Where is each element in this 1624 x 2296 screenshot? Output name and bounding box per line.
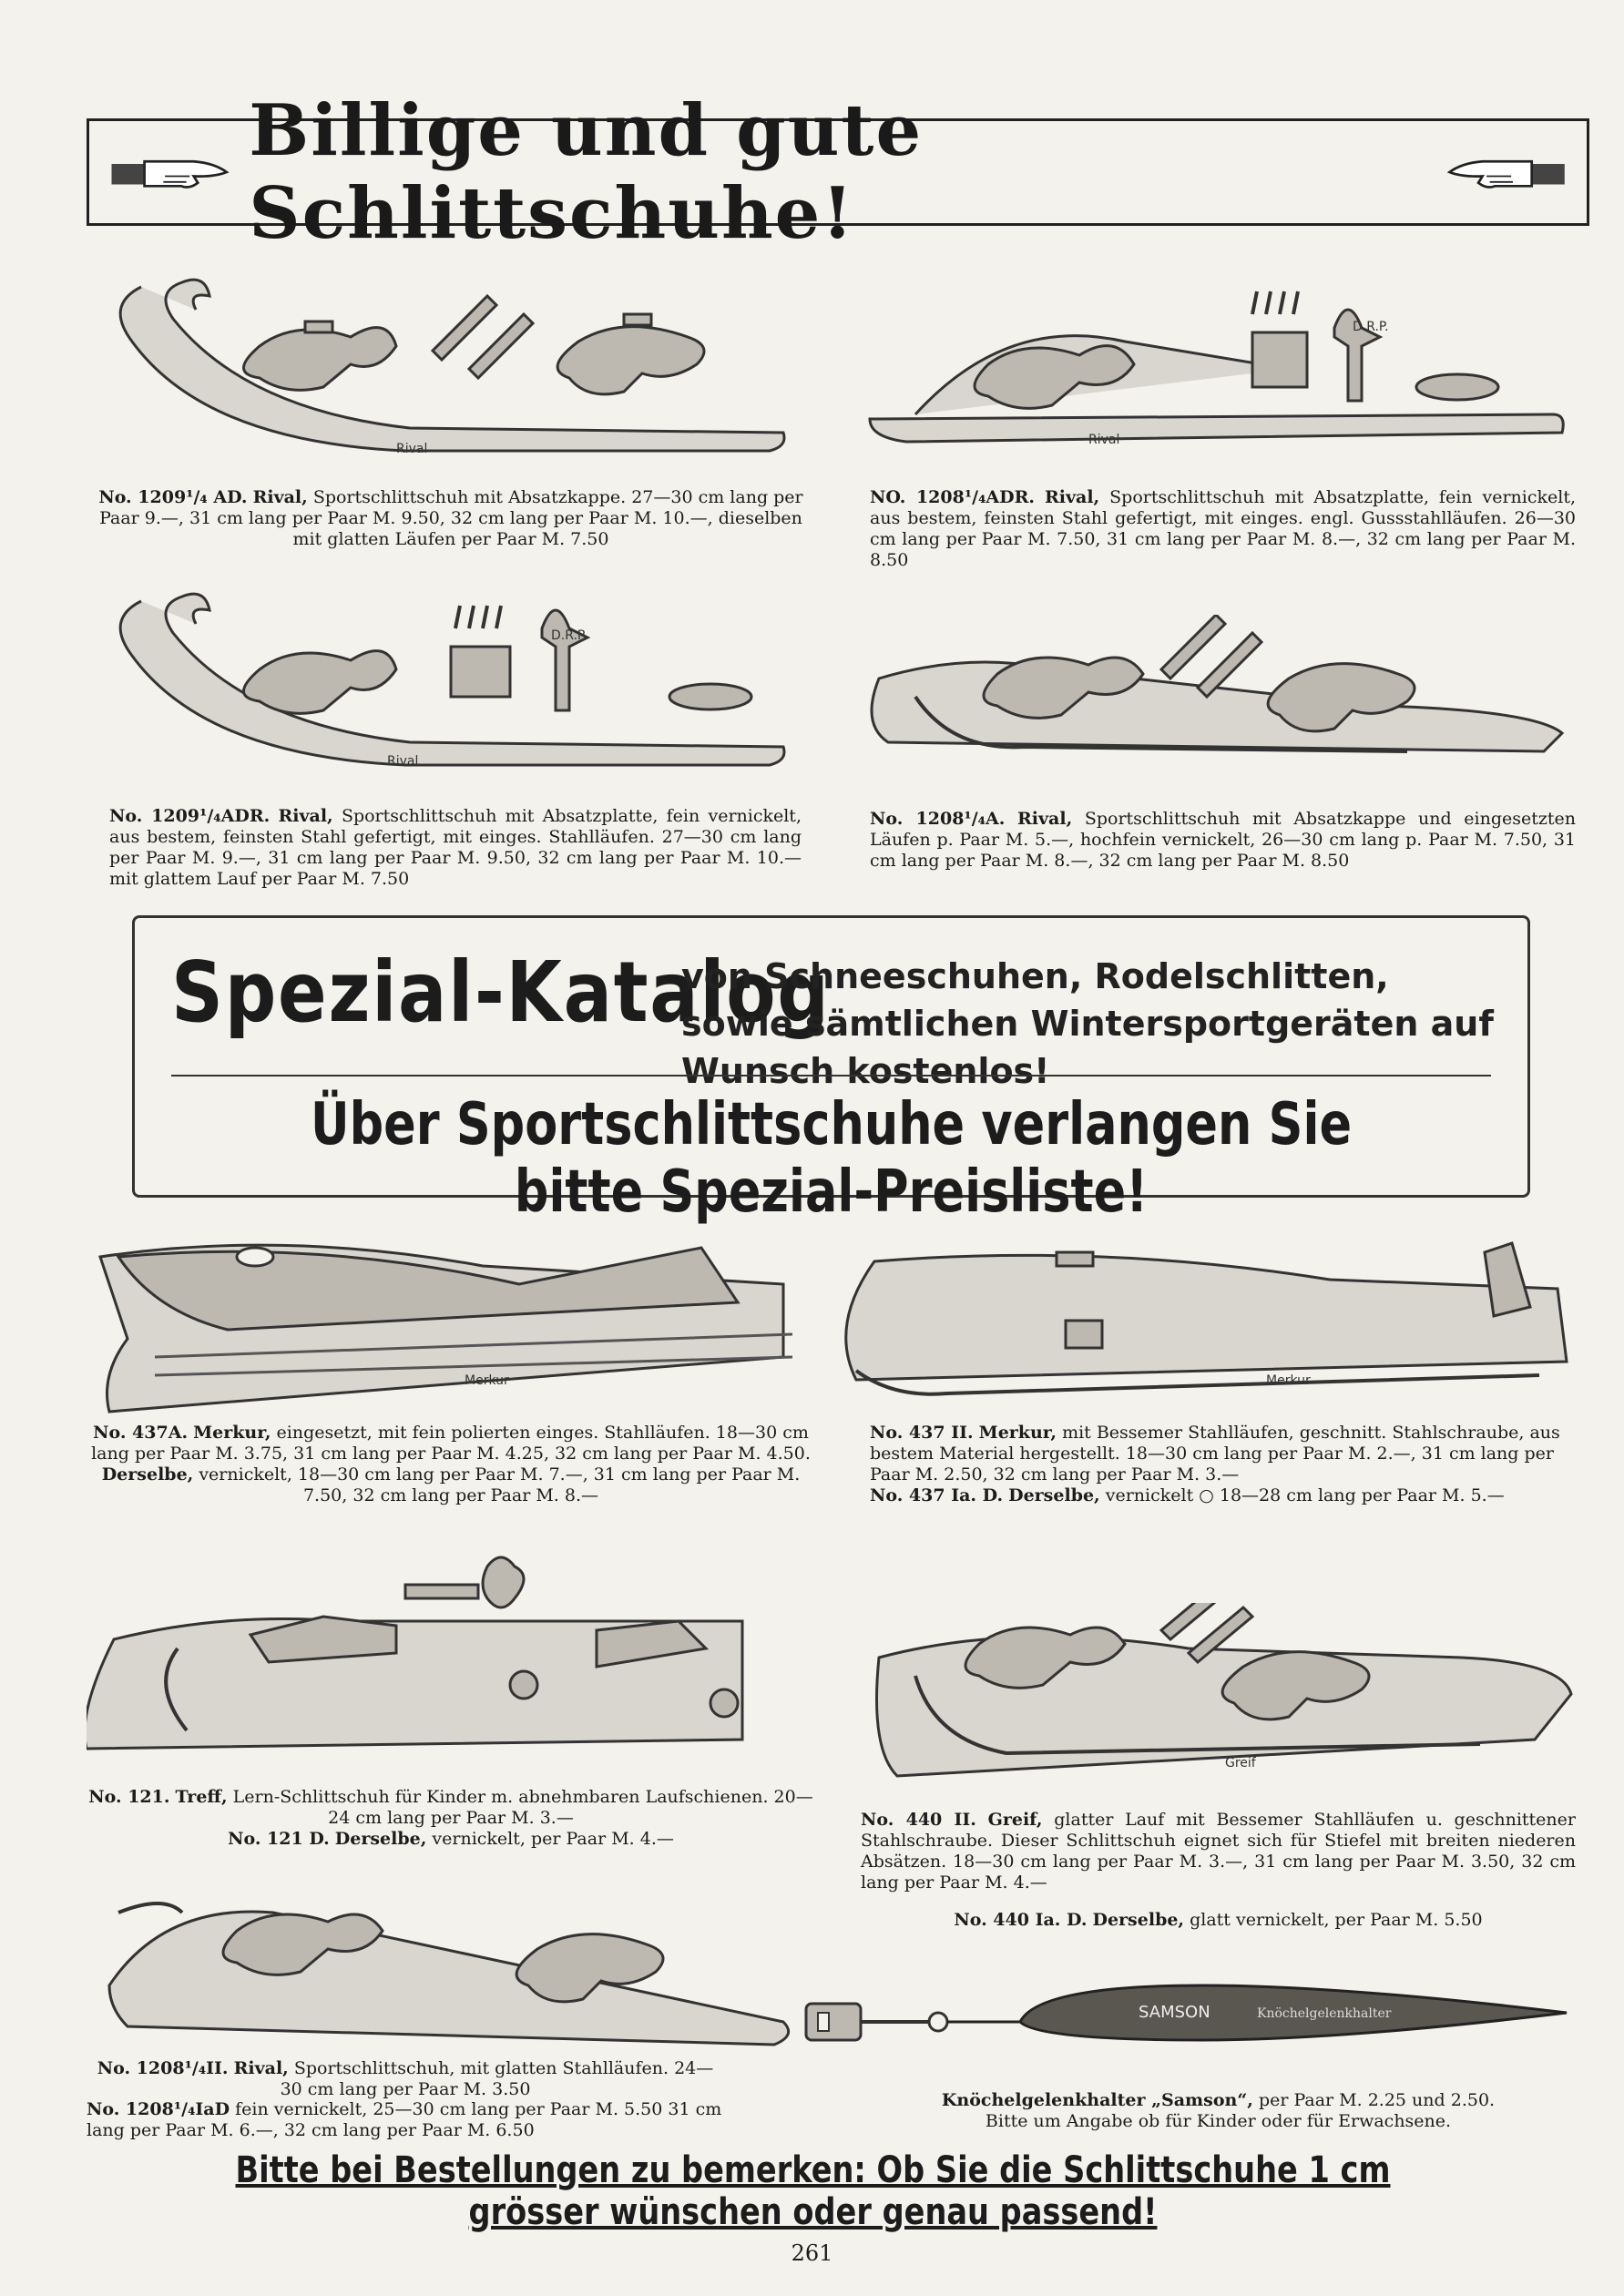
item-brand: Rival, (233, 2058, 289, 2078)
item-brand: Merkur, (193, 1423, 271, 1443)
item-sub-brand: Derselbe, (1092, 1910, 1185, 1930)
order-note: Bitte bei Bestellungen zu bemerken: Ob Sie die Schlittschuhe 1 cm grösser wünschen oder genau passend! (235, 2149, 1391, 2233)
item-sub-number: No. 440 Ia. D. (954, 1910, 1088, 1930)
item-sub-text: fein vernickelt, 25—30 cm lang per Paar M. 5.50 31 cm lang per Paar M. 6.—, 32 cm lang per Paar M. 6.50 (87, 2099, 722, 2140)
item-sub-text: glatt vernickelt, per Paar M. 5.50 (1190, 1910, 1483, 1930)
skate-illustration-1208-adr (861, 278, 1589, 460)
pointing-hand-left-icon (1445, 140, 1568, 204)
item-brand: Rival, (1017, 809, 1073, 829)
item-number: No. 1209¹/₄ADR. (109, 806, 271, 826)
item-text: Sportschlittschuh mit Absatzkappe und eingesetzten Läufen p. Paar M. 5.—, hochfein vernickelt, 26—30 cm lang p. Paar M. 7.50, 31 cm lang per Paar M. 8.—, 32 cm lang per Paar M. 8.50 (870, 809, 1576, 871)
drp-label: D.R.P. (1353, 320, 1389, 334)
item-text: Lern-Schlittschuh für Kinder m. abnehmbaren Laufschienen. 20—24 cm lang per Paar M. 3.— (232, 1787, 813, 1828)
item-number: No. 1208¹/₄II. (97, 2058, 229, 2078)
item-sub-text: vernickelt, per Paar M. 4.— (432, 1829, 674, 1849)
samson-ankle-support-illustration (802, 1981, 1603, 2077)
drp-label: D.R.P. (551, 628, 587, 643)
skate-illustration-1208-ii (82, 1876, 820, 2054)
item-sub-number: No. 121 D. (228, 1829, 330, 1849)
item-number: No. 1209¹/₄ AD. (98, 487, 248, 507)
item-number: No. 121. (88, 1787, 170, 1807)
item-text: glatter Lauf mit Bessemer Stahlläufen u. geschnittener Stahlschraube. Dieser Schlittschuh eignet sich für Stiefel mit breiten niederen Absätzen. 18—30 cm lang per Paar M. 3.—, 31 cm lang per Paar M. 3.50, 32 cm lang per Paar M. 4.— (861, 1810, 1576, 1893)
skate-brand-label: Merkur (1266, 1373, 1311, 1388)
item-text: mit Bessemer Stahlläufen, geschnitt. Stahlschraube, aus bestem Material hergestellt. 18—30 cm lang per Paar M. 2.—, 31 cm lang per Paar M. 2.50, 32 cm lang per Paar M. 3.— (870, 1423, 1560, 1485)
item-brand: Rival, (252, 487, 308, 507)
item-text: per Paar M. 2.25 und 2.50. (1258, 2090, 1496, 2110)
item-brand: Greif, (987, 1810, 1043, 1830)
item-note: Bitte um Angabe ob für Kinder oder für Erwachsene. (985, 2111, 1452, 2131)
item-number: No. 437A. (93, 1423, 189, 1443)
skate-illustration-437a (82, 1220, 820, 1416)
item-brand: Merkur, (978, 1423, 1057, 1443)
item-sub-number: No. 1208¹/₄IaD (87, 2099, 230, 2119)
skate-illustration-437-ii (829, 1234, 1585, 1407)
caption-samson (861, 2090, 1576, 2132)
item-brand: Treff, (175, 1787, 228, 1807)
headline-box (87, 89, 1589, 255)
skate-illustration-440-ii (861, 1603, 1589, 1799)
item-text: Sportschlittschuh mit Absatzplatte, fein vernickelt, aus bestem, feinsten Stahl gefertigt, mit einges. engl. Gussstahlläufen. 26—30 cm lang per Paar M. 7.50, 31 cm lang per Paar M. 8.—, 32 cm lang per Paar M. 8.50 (870, 487, 1576, 570)
item-text: eingesetzt, mit fein polierten einges. Stahlläufen. 18—30 cm lang per Paar M. 3.75, 31 cm lang per Paar M. 4.25, 32 cm lang per Paar M. 4.50. (91, 1423, 811, 1464)
item-brand: Rival, (278, 806, 333, 826)
item-sub-brand: Derselbe, (101, 1464, 194, 1485)
item-brand: Rival, (1044, 487, 1100, 507)
item-sub-brand: Derselbe, (1008, 1485, 1100, 1505)
page-number: 261 (791, 2240, 833, 2266)
item-sub-number: No. 437 Ia. D. (870, 1485, 1004, 1505)
skate-illustration-1208-a (861, 615, 1589, 797)
catalog-divider (171, 1075, 1491, 1077)
skate-brand-label: Rival (387, 754, 419, 769)
caption-1208-adr (870, 487, 1576, 571)
item-text: Sportschlittschuh mit Absatzplatte, fein vernickelt, aus bestem, feinsten Stahl gefertigt, mit einges. Stahlläufen. 27—30 cm lang per Paar M. 9.—, 31 cm lang per Paar M. 9.50, 32 cm lang per Paar M. 10.— mit glattem Lauf per Paar M. 7.50 (109, 806, 802, 889)
item-number: No. 440 II. (861, 1810, 976, 1830)
item-number: No. 1208¹/₄A. (870, 809, 1006, 829)
skate-illustration-1209-adr (87, 583, 815, 788)
item-text: Sportschlittschuh, mit glatten Stahlläufen. 24—30 cm lang per Paar M. 3.50 (280, 2058, 714, 2099)
samson-label: SAMSON (1139, 2003, 1210, 2022)
catalog-price-list-note: Über Sportschlittschuhe verlangen Sie bitte Spezial-Preisliste! (310, 1091, 1353, 1226)
item-number: No. 437 II. (870, 1423, 974, 1443)
caption-1208-ia-d (87, 2099, 742, 2141)
caption-437a (87, 1423, 815, 1506)
item-number: NO. 1208¹/₄ADR. (870, 487, 1036, 507)
caption-1209-adr (109, 806, 802, 890)
catalog-offer-text: von Schneeschuhen, Rodelschlitten, sowie sämtlichen Wintersportgeräten auf Wunsch kostenlos! (681, 956, 1494, 1091)
caption-437-ii (870, 1423, 1580, 1506)
headline-title: Billige und gute Schlittschuhe! (249, 89, 924, 255)
item-sub-brand: Derselbe, (334, 1829, 427, 1849)
skate-illustration-1209-ad (87, 260, 815, 474)
skate-brand-label: Greif (1225, 1756, 1256, 1770)
catalog-heading: Spezial-Katalog (171, 944, 831, 1041)
caption-121 (87, 1787, 815, 1850)
skate-brand-label: Rival (1088, 433, 1120, 447)
item-text: Sportschlittschuh mit Absatzkappe. 27—30 cm lang per Paar 9.—, 31 cm lang per Paar M. 9.50, 32 cm lang per Paar M. 10.—, dieselben mit glatten Läufen per Paar M. 7.50 (99, 487, 803, 549)
skate-illustration-121 (87, 1548, 815, 1758)
caption-1209-ad (87, 487, 815, 550)
item-sub-text: vernickelt, 18—30 cm lang per Paar M. 7.—, 31 cm lang per Paar M. 7.50, 32 cm lang per Paar M. 8.— (199, 1464, 801, 1505)
caption-1208-ii (87, 2058, 724, 2100)
skate-brand-label: Rival (396, 442, 428, 456)
samson-label-sub: Knöchelgelenkhalter (1257, 2006, 1392, 2021)
item-brand: Knöchelgelenkhalter „Samson“, (941, 2090, 1253, 2110)
caption-440-ii (861, 1810, 1576, 1893)
pointing-hand-right-icon (107, 140, 230, 204)
special-catalog-box (132, 915, 1530, 1226)
caption-1208-a (870, 809, 1576, 872)
skate-brand-label: Merkur (465, 1373, 509, 1388)
item-sub-text: vernickelt ○ 18—28 cm lang per Paar M. 5.— (1105, 1485, 1505, 1505)
caption-440-ia-d (861, 1910, 1576, 1931)
